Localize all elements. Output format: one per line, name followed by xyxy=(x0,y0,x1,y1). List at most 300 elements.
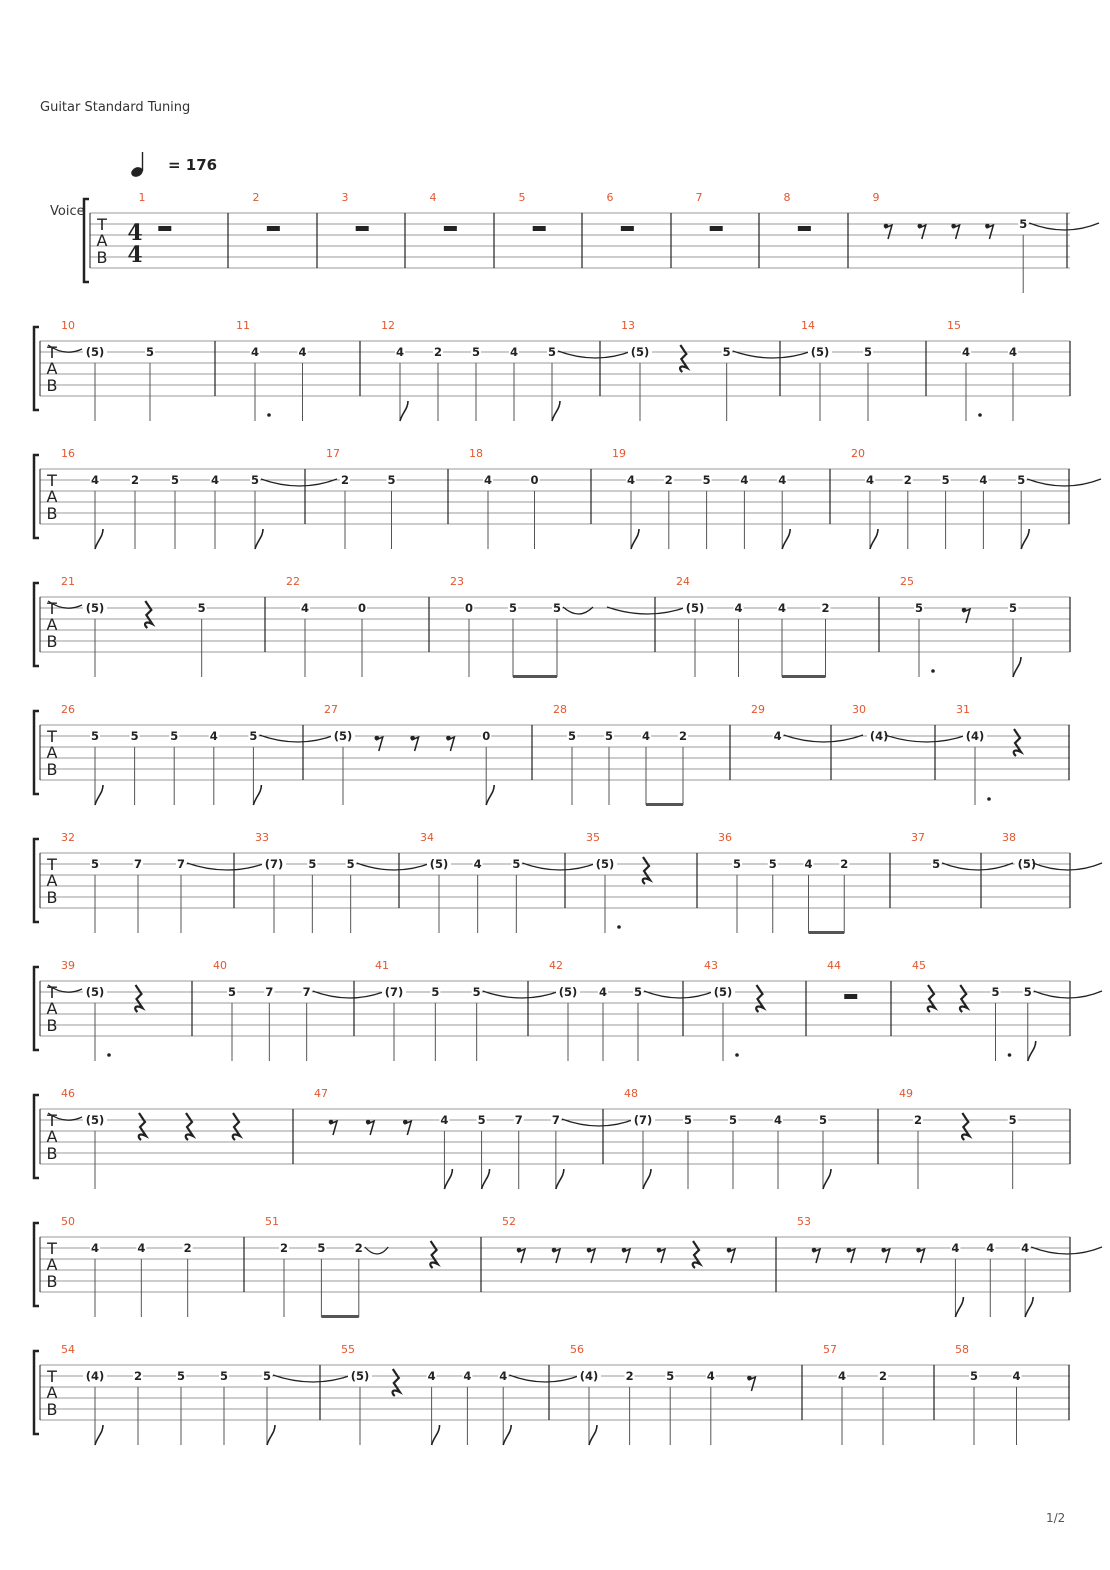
fret-number: 2 xyxy=(354,1241,363,1255)
fret-number: 2 xyxy=(678,729,688,743)
fret-number: 4 xyxy=(483,473,493,487)
note-flag xyxy=(552,401,560,421)
measure-number: 4 xyxy=(429,191,437,204)
measure-number: 17 xyxy=(326,447,340,460)
eighth-rest xyxy=(412,737,419,751)
measure-number: 14 xyxy=(801,319,815,332)
system-bracket xyxy=(34,1351,39,1434)
system-bracket xyxy=(34,1095,39,1178)
note-flag xyxy=(267,1425,275,1445)
fret-number: 5 xyxy=(1008,1113,1017,1127)
dot-mark xyxy=(107,1053,111,1057)
fret-number: (4) xyxy=(869,729,889,743)
quarter-rest xyxy=(756,985,763,1012)
eighth-rest xyxy=(330,1121,337,1135)
fret-number: 5 xyxy=(702,473,711,487)
fret-number: 4 xyxy=(778,473,787,487)
fret-number: 4 xyxy=(773,1113,783,1127)
fret-number: (7) xyxy=(264,857,284,871)
tab-letter-a: A xyxy=(96,231,108,250)
tab-letter-t: T xyxy=(47,599,57,618)
measure-number: 33 xyxy=(255,831,269,844)
fret-number: 2 xyxy=(840,857,849,871)
note-flag xyxy=(782,529,790,549)
eighth-rest xyxy=(553,1249,560,1263)
eighth-rest xyxy=(885,225,892,239)
dot-mark xyxy=(617,925,621,929)
half-rest xyxy=(267,226,280,231)
fret-number: 4 xyxy=(734,601,743,615)
measure-number: 16 xyxy=(61,447,75,460)
fret-number: 5 xyxy=(346,857,355,871)
measure-number: 36 xyxy=(718,831,732,844)
note-beam xyxy=(646,803,683,806)
fret-number: 5 xyxy=(431,985,440,999)
fret-number: 5 xyxy=(227,985,237,999)
eighth-rest xyxy=(404,1121,411,1135)
eighth-rest xyxy=(748,1377,755,1391)
fret-number: 4 xyxy=(395,345,405,359)
quarter-rest xyxy=(186,1113,193,1140)
fret-number: 5 xyxy=(552,601,562,615)
tab-letter-b: B xyxy=(46,1016,58,1035)
fret-number: (4) xyxy=(579,1369,599,1383)
fret-number: 4 xyxy=(740,473,749,487)
fret-number: 4 xyxy=(979,473,988,487)
fret-number: 4 xyxy=(298,345,307,359)
note-flag xyxy=(870,529,878,549)
measure-number: 25 xyxy=(900,575,914,588)
fret-number: 4 xyxy=(598,985,608,999)
half-rest xyxy=(356,226,369,231)
eighth-rest xyxy=(986,225,993,239)
note-beam xyxy=(782,675,826,678)
tab-letter-a: A xyxy=(46,871,58,890)
fret-number: 4 xyxy=(90,473,100,487)
eighth-rest xyxy=(953,225,960,239)
measure-number: 24 xyxy=(676,575,690,588)
note-flag xyxy=(482,1169,490,1189)
fret-number: 5 xyxy=(90,729,100,743)
fret-number: (5) xyxy=(429,857,449,871)
fret-number: 4 xyxy=(209,729,218,743)
fret-number: (5) xyxy=(85,985,105,999)
tab-letter-a: A xyxy=(46,1383,58,1402)
measure-number: 15 xyxy=(947,319,961,332)
fret-number: 0 xyxy=(357,601,367,615)
fret-number: 5 xyxy=(508,601,518,615)
quarter-rest xyxy=(233,1113,240,1140)
page-number: 1/2 xyxy=(1046,1511,1066,1525)
measure-number: 6 xyxy=(606,191,614,204)
eighth-rest xyxy=(848,1249,855,1263)
measure-number: 8 xyxy=(783,191,791,204)
tab-letter-a: A xyxy=(46,999,58,1018)
half-rest xyxy=(798,226,811,231)
fret-number: 2 xyxy=(821,601,830,615)
measure-number: 50 xyxy=(61,1215,75,1228)
dot-mark xyxy=(1008,1053,1012,1057)
tab-letter-a: A xyxy=(46,1255,58,1274)
measure-number: 29 xyxy=(751,703,765,716)
eighth-rest xyxy=(367,1121,374,1135)
fret-number: (7) xyxy=(384,985,404,999)
note-flag xyxy=(400,401,408,421)
fret-number: 5 xyxy=(818,1113,828,1127)
fret-number: 4 xyxy=(626,473,636,487)
measure-number: 7 xyxy=(695,191,703,204)
fret-number: 0 xyxy=(482,729,491,743)
measure-number: 43 xyxy=(704,959,718,972)
dot-mark xyxy=(735,1053,739,1057)
measure-number: 57 xyxy=(823,1343,837,1356)
tab-letter-a: A xyxy=(46,615,58,634)
tab-letter-a: A xyxy=(46,487,58,506)
fret-number: (5) xyxy=(350,1369,370,1383)
fret-number: 4 xyxy=(706,1369,715,1383)
measure-number: 38 xyxy=(1002,831,1016,844)
quarter-rest xyxy=(1014,729,1021,756)
quarter-rest xyxy=(960,985,967,1012)
measure-number: 11 xyxy=(236,319,250,332)
dot-mark xyxy=(267,413,271,417)
fret-number: 5 xyxy=(666,1369,675,1383)
fret-number: 4 xyxy=(440,1113,449,1127)
eighth-rest xyxy=(918,1249,925,1263)
half-rest xyxy=(533,226,546,231)
fret-number: 5 xyxy=(472,985,481,999)
fret-number: (4) xyxy=(85,1369,105,1383)
note-flag xyxy=(589,1425,597,1445)
fret-number: 5 xyxy=(732,857,742,871)
note-flag xyxy=(503,1425,511,1445)
fret-number: 4 xyxy=(250,345,260,359)
quarter-rest xyxy=(135,985,142,1012)
measure-number: 56 xyxy=(570,1343,584,1356)
note-flag xyxy=(95,1425,103,1445)
time-signature-bottom: 4 xyxy=(127,242,143,268)
fret-number: 7 xyxy=(302,985,311,999)
tab-letter-t: T xyxy=(47,983,57,1002)
fret-number: 5 xyxy=(512,857,521,871)
quarter-rest xyxy=(393,1369,400,1396)
quarter-rest xyxy=(928,985,935,1012)
fret-number: 4 xyxy=(773,729,782,743)
measure-number: 18 xyxy=(469,447,483,460)
fret-number: 4 xyxy=(961,345,971,359)
fret-number: 5 xyxy=(317,1241,326,1255)
tab-letter-a: A xyxy=(46,743,58,762)
measure-number: 55 xyxy=(341,1343,355,1356)
measure-number: 51 xyxy=(265,1215,279,1228)
fret-number: 5 xyxy=(249,729,258,743)
measure-number: 42 xyxy=(549,959,563,972)
note-beam xyxy=(809,931,845,934)
measure-number: 12 xyxy=(381,319,395,332)
fret-number: (5) xyxy=(558,985,578,999)
measure-number: 5 xyxy=(518,191,526,204)
fret-number: 5 xyxy=(387,473,396,487)
measure-number: 19 xyxy=(612,447,626,460)
system-bracket xyxy=(34,455,39,538)
fret-number: 5 xyxy=(1019,217,1028,231)
tab-letter-t: T xyxy=(47,1367,57,1386)
fret-number: 0 xyxy=(530,473,539,487)
fret-number: 5 xyxy=(197,601,206,615)
note-flag xyxy=(255,529,263,549)
fret-number: 2 xyxy=(183,1241,192,1255)
system-bracket xyxy=(84,199,89,282)
fret-number: 5 xyxy=(1023,985,1032,999)
fret-number: 0 xyxy=(464,601,474,615)
eighth-rest xyxy=(588,1249,595,1263)
measure-number: 27 xyxy=(324,703,338,716)
tab-letter-t: T xyxy=(47,855,57,874)
note-flag xyxy=(95,529,103,549)
fret-number: (5) xyxy=(1017,857,1037,871)
track-label: Voice xyxy=(50,204,85,219)
system-bracket xyxy=(34,711,39,794)
note-flag xyxy=(253,785,261,805)
time-signature-top: 4 xyxy=(127,220,143,246)
measure-number: 9 xyxy=(872,191,880,204)
note-flag xyxy=(1025,1297,1033,1317)
fret-number: (5) xyxy=(85,601,105,615)
measure-number: 13 xyxy=(621,319,635,332)
fret-number: 5 xyxy=(863,345,873,359)
fret-number: (5) xyxy=(810,345,830,359)
note-flag xyxy=(1028,1041,1036,1061)
tab-letter-a: A xyxy=(46,359,58,378)
fret-number: 5 xyxy=(941,473,950,487)
fret-number: (5) xyxy=(85,1113,105,1127)
note-beam xyxy=(513,675,557,678)
fret-number: 5 xyxy=(130,729,139,743)
measure-number: 53 xyxy=(797,1215,811,1228)
measure-number: 49 xyxy=(899,1087,913,1100)
eighth-rest xyxy=(919,225,926,239)
fret-number: 4 xyxy=(473,857,482,871)
note-flag xyxy=(823,1169,831,1189)
fret-number: 2 xyxy=(133,1369,143,1383)
fret-number: 4 xyxy=(1012,1369,1021,1383)
quarter-rest xyxy=(145,601,152,628)
fret-number: (4) xyxy=(965,729,985,743)
eighth-rest xyxy=(518,1249,525,1263)
note-flag xyxy=(631,529,639,549)
fret-number: 4 xyxy=(641,729,651,743)
quarter-rest xyxy=(643,857,650,884)
fret-number: 4 xyxy=(463,1369,472,1383)
fret-number: 5 xyxy=(768,857,777,871)
measure-number: 45 xyxy=(912,959,926,972)
eighth-rest xyxy=(728,1249,735,1263)
fret-number: 4 xyxy=(986,1241,995,1255)
fret-number: 7 xyxy=(176,857,186,871)
fret-number: 5 xyxy=(90,857,100,871)
measure-number: 54 xyxy=(61,1343,75,1356)
fret-number: 5 xyxy=(547,345,557,359)
quarter-rest xyxy=(680,345,687,372)
quarter-rest xyxy=(693,1241,700,1268)
tab-letter-t: T xyxy=(47,1239,57,1258)
half-rest xyxy=(710,226,723,231)
fret-number: 5 xyxy=(477,1113,486,1127)
measure-number: 21 xyxy=(61,575,75,588)
fret-number: 5 xyxy=(262,1369,272,1383)
measure-number: 35 xyxy=(586,831,600,844)
fret-number: 2 xyxy=(625,1369,634,1383)
system-bracket xyxy=(34,839,39,922)
tab-letter-b: B xyxy=(46,376,58,395)
measure-number: 47 xyxy=(314,1087,328,1100)
measure-number: 58 xyxy=(955,1343,969,1356)
fret-number: 5 xyxy=(567,729,577,743)
dot-mark xyxy=(978,413,982,417)
fret-number: 2 xyxy=(130,473,140,487)
measure-number: 48 xyxy=(624,1087,638,1100)
eighth-rest xyxy=(447,737,454,751)
fret-number: (5) xyxy=(333,729,353,743)
fret-number: 5 xyxy=(308,857,317,871)
half-rest xyxy=(158,226,171,231)
measure-number: 41 xyxy=(375,959,389,972)
system-bracket xyxy=(34,583,39,666)
fret-number: 4 xyxy=(427,1369,436,1383)
tempo-value: = 176 xyxy=(168,156,218,174)
fret-number: 5 xyxy=(176,1369,186,1383)
note-flag xyxy=(444,1169,452,1189)
fret-number: 4 xyxy=(300,601,310,615)
eighth-rest xyxy=(658,1249,665,1263)
measure-number: 34 xyxy=(420,831,434,844)
fret-number: 5 xyxy=(914,601,924,615)
fret-number: 5 xyxy=(1008,601,1018,615)
fret-number: 7 xyxy=(551,1113,560,1127)
measure-number: 2 xyxy=(252,191,260,204)
fret-number: (5) xyxy=(685,601,705,615)
system-bracket xyxy=(34,327,39,410)
fret-number: 4 xyxy=(951,1241,960,1255)
measure-number: 26 xyxy=(61,703,75,716)
fret-number: 2 xyxy=(340,473,350,487)
eighth-rest xyxy=(813,1249,820,1263)
tuning-label: Guitar Standard Tuning xyxy=(40,100,191,115)
fret-number: 7 xyxy=(514,1113,523,1127)
measure-number: 44 xyxy=(827,959,841,972)
fret-number: 4 xyxy=(804,857,813,871)
measure-number: 3 xyxy=(341,191,349,204)
measure-number: 39 xyxy=(61,959,75,972)
fret-number: 5 xyxy=(991,985,1000,999)
fret-number: 5 xyxy=(604,729,614,743)
fret-number: 2 xyxy=(903,473,912,487)
measure-number: 28 xyxy=(553,703,567,716)
tab-letter-t: T xyxy=(97,215,107,234)
half-rest xyxy=(444,226,457,231)
fret-number: 5 xyxy=(471,345,481,359)
tab-letter-b: B xyxy=(46,760,58,779)
fret-number: 4 xyxy=(137,1241,146,1255)
note-flag xyxy=(955,1297,963,1317)
fret-number: 5 xyxy=(170,473,180,487)
fret-number: 5 xyxy=(722,345,731,359)
tab-letter-t: T xyxy=(47,471,57,490)
measure-number: 30 xyxy=(852,703,866,716)
fret-number: 5 xyxy=(683,1113,693,1127)
tab-letter-b: B xyxy=(46,1272,58,1291)
eighth-rest xyxy=(623,1249,630,1263)
fret-number: 2 xyxy=(433,345,443,359)
fret-number: 4 xyxy=(90,1241,100,1255)
half-rest xyxy=(621,226,634,231)
tab-letter-b: B xyxy=(46,1400,58,1419)
note-flag xyxy=(556,1169,564,1189)
fret-number: (5) xyxy=(85,345,105,359)
fret-number: (7) xyxy=(633,1113,653,1127)
fret-number: 4 xyxy=(837,1369,847,1383)
tab-letter-b: B xyxy=(46,632,58,651)
fret-number: 5 xyxy=(250,473,260,487)
fret-number: 2 xyxy=(913,1113,923,1127)
fret-number: 4 xyxy=(509,345,519,359)
eighth-rest xyxy=(883,1249,890,1263)
tab-letter-a: A xyxy=(46,1127,58,1146)
note-flag xyxy=(486,785,494,805)
fret-number: (5) xyxy=(630,345,650,359)
dot-mark xyxy=(931,669,935,673)
fret-number: 2 xyxy=(279,1241,289,1255)
tab-letter-b: B xyxy=(46,888,58,907)
measure-number: 40 xyxy=(213,959,227,972)
fret-number: 7 xyxy=(133,857,143,871)
tab-letter-b: B xyxy=(96,248,108,267)
measure-number: 20 xyxy=(851,447,865,460)
fret-number: 5 xyxy=(633,985,643,999)
note-flag xyxy=(1013,657,1021,677)
tab-letter-b: B xyxy=(46,1144,58,1163)
tab-letter-t: T xyxy=(47,1111,57,1130)
fret-number: (5) xyxy=(595,857,615,871)
eighth-rest xyxy=(963,609,970,623)
fret-number: 5 xyxy=(170,729,179,743)
fret-number: 5 xyxy=(1017,473,1026,487)
fret-number: 4 xyxy=(865,473,875,487)
measure-number: 1 xyxy=(138,191,146,204)
fret-number: 4 xyxy=(1021,1241,1030,1255)
quarter-rest xyxy=(430,1241,437,1268)
quarter-rest xyxy=(962,1113,969,1140)
measure-number: 23 xyxy=(450,575,464,588)
fret-number: 5 xyxy=(932,857,941,871)
system-bracket xyxy=(34,967,39,1050)
measure-number: 10 xyxy=(61,319,75,332)
measure-number: 52 xyxy=(502,1215,516,1228)
fret-number: 5 xyxy=(219,1369,229,1383)
note-beam xyxy=(321,1315,358,1318)
fret-number: (5) xyxy=(713,985,733,999)
measure-number: 22 xyxy=(286,575,300,588)
fret-number: 4 xyxy=(499,1369,508,1383)
fret-number: 4 xyxy=(777,601,787,615)
quarter-rest xyxy=(139,1113,146,1140)
fret-number: 4 xyxy=(210,473,220,487)
dot-mark xyxy=(987,797,991,801)
note-flag xyxy=(643,1169,651,1189)
tab-letter-t: T xyxy=(47,343,57,362)
fret-number: 2 xyxy=(878,1369,888,1383)
measure-number: 37 xyxy=(911,831,925,844)
